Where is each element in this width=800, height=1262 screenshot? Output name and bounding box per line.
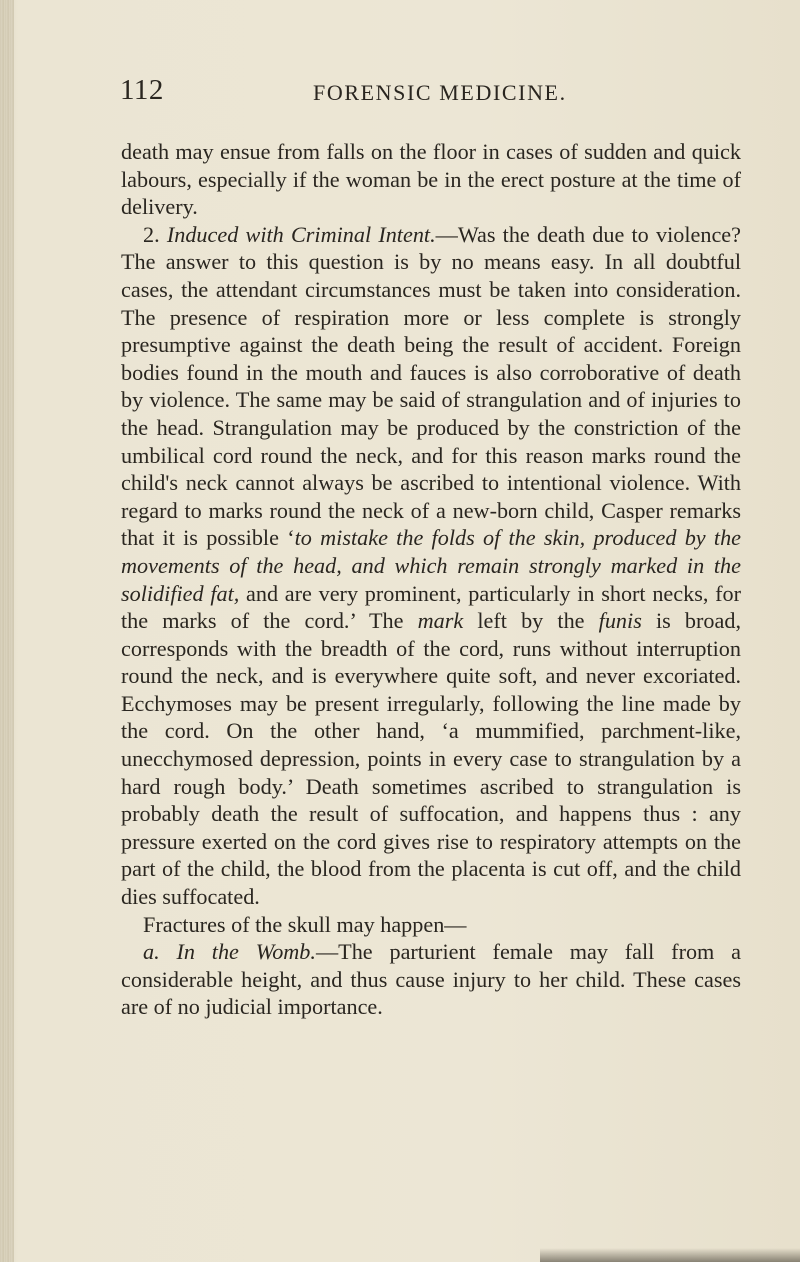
paragraph-text: —Was the death due to violence? The answer to this question is by no means easy. In all doubtful cases, the attendant circumstances must be taken into consideration. The presence of respiration more or less complete is strongly presumptive against the death being the result of accident. Foreign bodies found in the mouth and fauces is also corroborative of death by violence. The same may be said of strangulation and of injuries to the head. Strangulation may be produced by the constriction of the umbilical cord round the neck, and for this reason marks round the child's neck cannot always be ascribed to intentional violence. With regard to marks round the neck of a new-born child, Casper remarks that it is possible ‘ <box>121 221 741 551</box>
paragraph-text: left by the <box>463 608 599 634</box>
casper-quote: to mistake the folds of the skin, produced by the movements of the head, and which remain strongly marked in the solidified fat, <box>121 525 742 606</box>
section-heading: Induced with Criminal Intent. <box>166 221 436 247</box>
page-corner-shadow <box>540 1248 800 1262</box>
paragraph-continuation <box>121 138 741 221</box>
paragraph-text: death may ensue from falls on the floor in cases of sudden and quick labours, especially if the woman be in the erect posture at the time of delivery. <box>121 139 741 220</box>
paragraph-text: and are very prominent, particularly in short necks, for the marks of the cord.’ The <box>121 580 741 634</box>
paragraph-fractures <box>121 911 741 939</box>
italic-term-mark: mark <box>417 608 464 634</box>
subsection-heading: In the Womb. <box>176 939 316 965</box>
paragraph-induced-criminal-intent <box>121 221 741 911</box>
page-number: 112 <box>120 74 164 106</box>
section-number: 2. <box>143 221 167 247</box>
page-gutter-edge <box>0 0 14 1262</box>
subsection-label: a. <box>143 939 177 965</box>
paragraph-text: Fractures of the skull may happen— <box>143 911 467 937</box>
body-text <box>121 138 741 1021</box>
paragraph-text: is broad, corresponds with the breadth of the cord, runs without interruption round the neck, and is everywhere quite soft, and never excoriated. Ecchymoses may be present irregularly, following the line made by the cord. On the other hand, ‘a mummified, parchment-like, unecchymosed depression, points in every case to strangulation by a hard rough body.’ Death sometimes ascribed to strangulation is probably death the result of suffocation, and happens thus : any pressure exerted on the cord gives rise to respiratory attempts on the part of the child, the blood from the placenta is cut off, and the child dies suffocated. <box>121 608 741 910</box>
running-head: FORENSIC MEDICINE. <box>313 80 567 105</box>
paragraph-text: —The parturient female may fall from a considerable height, and thus cause injury to her child. These cases are of no judicial importance. <box>121 939 742 1020</box>
page-header <box>0 74 800 110</box>
italic-term-funis: funis <box>598 608 642 634</box>
paragraph-in-the-womb <box>121 938 741 1021</box>
